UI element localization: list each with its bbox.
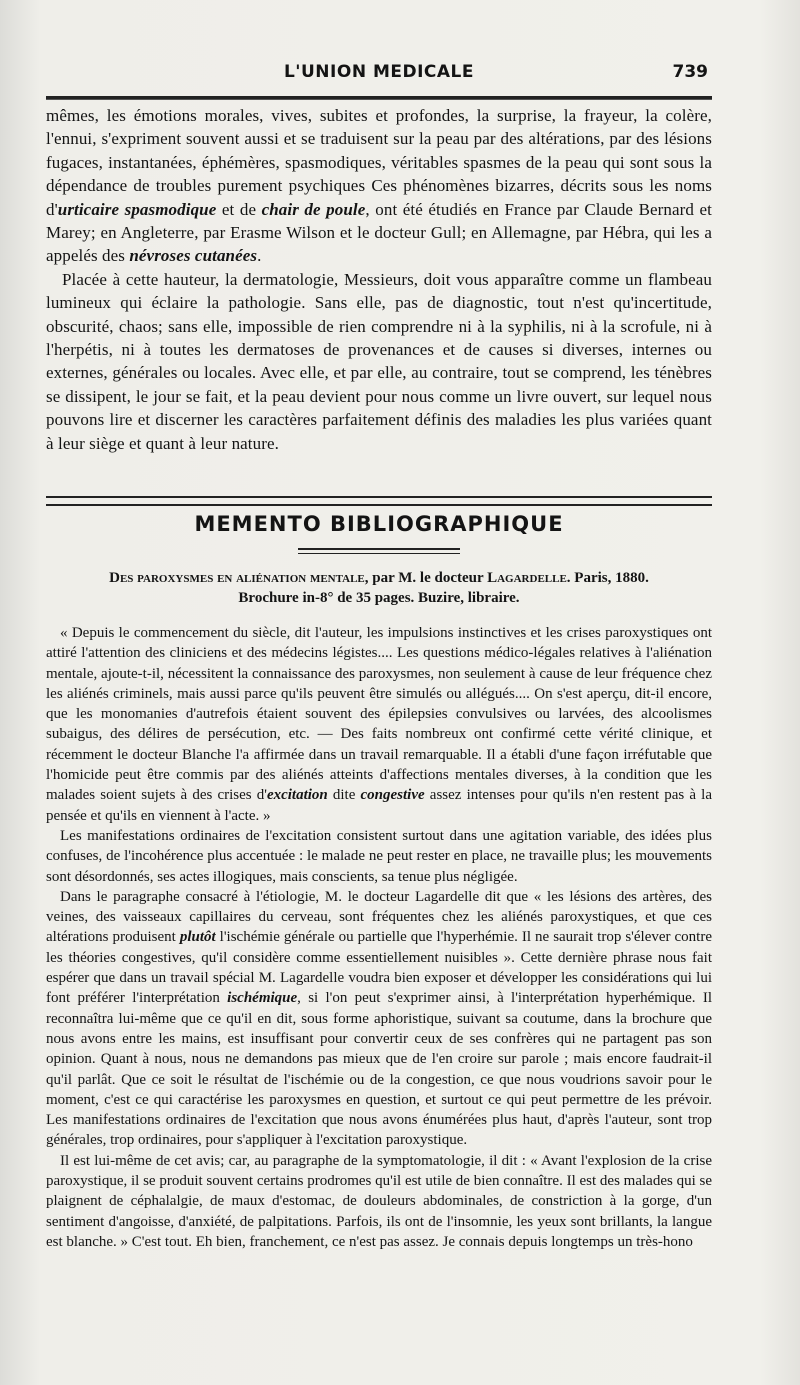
- italic-term: plutôt: [179, 929, 216, 946]
- book-citation: [46, 568, 712, 608]
- text-run: Dans le paragraphe consacré à l'étiologie, M. le docteur Lagardelle dit que « les lésions des artères, des veines, des vaisseaux capillaires du cerveau, sont fréquentes chez les aliénés paroxystiques, et que ces altérations produisent: [46, 888, 712, 946]
- text-run: et de: [216, 199, 262, 219]
- running-title: L'UNION MEDICALE: [283, 62, 475, 82]
- text-run: mêmes, les émotions morales, vives, subites et profondes, la surprise, la frayeur, la colère, l'ennui, s'expriment souvent aussi et se traduisent sur la peau par des altérations, par des lésions fugaces, instantanées, éphémères, spasmodiques, véritables spasmes de la peau qui sont sous la dépendance de troubles purement psychiques Ces phénomènes bizarres, décrits sous les noms d': [46, 106, 712, 219]
- text-run: , ont été étudiés en France par Claude Bernard et Marey; en Angleterre, par Erasme Wilson et le docteur Gull; en Allemagne, par Hébra, qui les a appelés des: [46, 199, 712, 266]
- text-run: dite: [327, 787, 361, 804]
- italic-term: urticaire spasmodique: [57, 199, 217, 219]
- text-run: « Depuis le commencement du siècle, dit l'auteur, les impulsions instinctives et les crises paroxystiques ont attiré l'attention des cliniciens et des médecins légistes.... Les questions médico-légales relatives à l'aliénation mentale, ajoute-t-il, nécessitent la connaissance des paroxysmes, non seulement à cause de leur fréquence chez les aliénés criminels, mais aussi parce qu'ils peuvent être simulés ou allégués.... On s'est aperçu, dit-il encore, que les monomanies d'autrefois étaient souvent des épilepsies convulsives ou larvées, des alcoolismes subaigus, des délires de persécution, etc. — Des faits nombreux ont confirmé cette vérité clinique, et récemment le docteur Blanche l'a affirmée dans un travail remarquable. Il a établi d'une façon irréfutable que l'homicide peut être commis par des aliénés atteints d'affections mentales diverses, à la condition que les malades soient sujets à des crises d': [46, 625, 712, 804]
- citation-place-date: . Paris, 1880.: [566, 570, 649, 586]
- heading-underline: [298, 548, 460, 554]
- italic-term: névroses cutanées: [129, 246, 258, 266]
- intro-paragraph: [46, 268, 712, 455]
- text-run: Placée à cette hauteur, la dermatologie, Messieurs, doit vous apparaître comme un flambeau lumineux qui éclaire la pathologie. Sans elle, pas de diagnostic, tout n'est qu'incertitude, obscurité, chaos; sans elle, impossible de rien comprendre ni à la syphilis, ni à la scrofule, ni à l'herpétis, ni à toutes les dermatoses de provenances et de causes si diverses, internes ou externes, générales ou locales. Avec elle, et par elle, au contraire, tout se comprend, les ténèbres se dissipent, le jour se fait, et la peau devient pour nous comme un livre ouvert, sur lequel nous pouvons lire et discerner les caractères parfaitement définis des maladies les plus variées quant à leur siège et quant à leur nature.: [46, 269, 712, 453]
- italic-term: excitation: [266, 787, 328, 804]
- text-run: l'ischémie générale ou partielle que l'hyperhémie. Il ne saurait trop s'élever contre les théories congestives, qu'il considère comme essentiellement nuisibles ». Cette dernière phrase nous fait espérer que dans un travail spécial M. Lagardelle voudra bien exposer et développer les considérations qui lui font préférer l'interprétation: [46, 929, 712, 1007]
- intro-paragraph: [46, 104, 712, 268]
- text-run: Il est lui-même de cet avis; car, au paragraphe de la symptomatologie, il dit : « Avant l'explosion de la crise paroxystique, il se produit souvent certains prodromes qu'il est utile de bien connaître. Il est des malades qui se plaignent de céphalalgie, de maux d'estomac, de douleurs abdominales, de constriction à la gorge, d'un sentiment d'angoisse, d'anxiété, de palpitations. Parfois, ils ont de l'insomnie, les yeux sont brillants, la langue est blanche. » C'est tout. Eh bien, franchement, ce n'est pas assez. Je connais depuis longtemps un très-hono: [46, 1152, 712, 1250]
- review-paragraph: [46, 887, 712, 1151]
- section-heading: MEMENTO BIBLIOGRAPHIQUE: [194, 512, 564, 536]
- page-header: [46, 62, 712, 92]
- review-paragraph: [46, 1151, 712, 1252]
- citation-author: Lagardelle: [487, 570, 567, 586]
- text-run: assez intenses pour qu'ils n'en restent pas à la pensée et qu'ils en viennent à l'acte. »: [46, 787, 712, 824]
- text-run: , si l'on peut s'exprimer ainsi, à l'interprétation hyperhémique. Il reconnaîtra lui-même que ce qu'il en dit, sous forme aphoristique, suivant sa coutume, dans la brochure que nous avons entre les mains, est insuffisant pour convertir ceux de ses confrères qui ne partagent pas son opinion. Quant à nous, nous ne demandons pas mieux que de l'en croire sur parole ; mais encore faudrait-il qu'il parlât. Que ce soit le résultat de l'ischémie ou de la congestion, ce que nous voudrions savoir pour le moment, c'est ce qui caractérise les paroxysmes en question, et surtout ce qui peut permettre de les prévoir. Les manifestations ordinaires de l'excitation que nous avons énumérées plus haut, d'après l'auteur, sont trop générales, trop ordinaires, pour s'appliquer à l'excitation paroxystique.: [46, 990, 712, 1149]
- text-run: .: [257, 246, 262, 266]
- italic-term: chair de poule: [261, 199, 366, 219]
- review-text: [46, 623, 712, 1252]
- citation-by: par M. le docteur: [368, 570, 488, 586]
- citation-line-2: Brochure in-8° de 35 pages. Buzire, libraire.: [238, 590, 520, 606]
- italic-term: congestive: [360, 787, 425, 804]
- page-number: 739: [672, 62, 708, 82]
- review-paragraph: [46, 623, 712, 826]
- header-rule: [46, 96, 712, 100]
- italic-term: ischémique: [227, 990, 298, 1007]
- intro-text: [46, 104, 712, 455]
- text-run: Les manifestations ordinaires de l'excitation consistent surtout dans une agitation variable, des idées plus confuses, de l'incohérence plus accentuée : le malade ne peut rester en place, ne travaille plus; les mouvements sont désordonnés, ses actes illogiques, mais conscients, sa tenue plus négligée.: [46, 827, 712, 885]
- citation-title: Des paroxysmes en aliénation mentale,: [109, 570, 369, 586]
- review-paragraph: [46, 826, 712, 887]
- section-divider: [46, 496, 712, 506]
- citation-line-1: [46, 568, 712, 588]
